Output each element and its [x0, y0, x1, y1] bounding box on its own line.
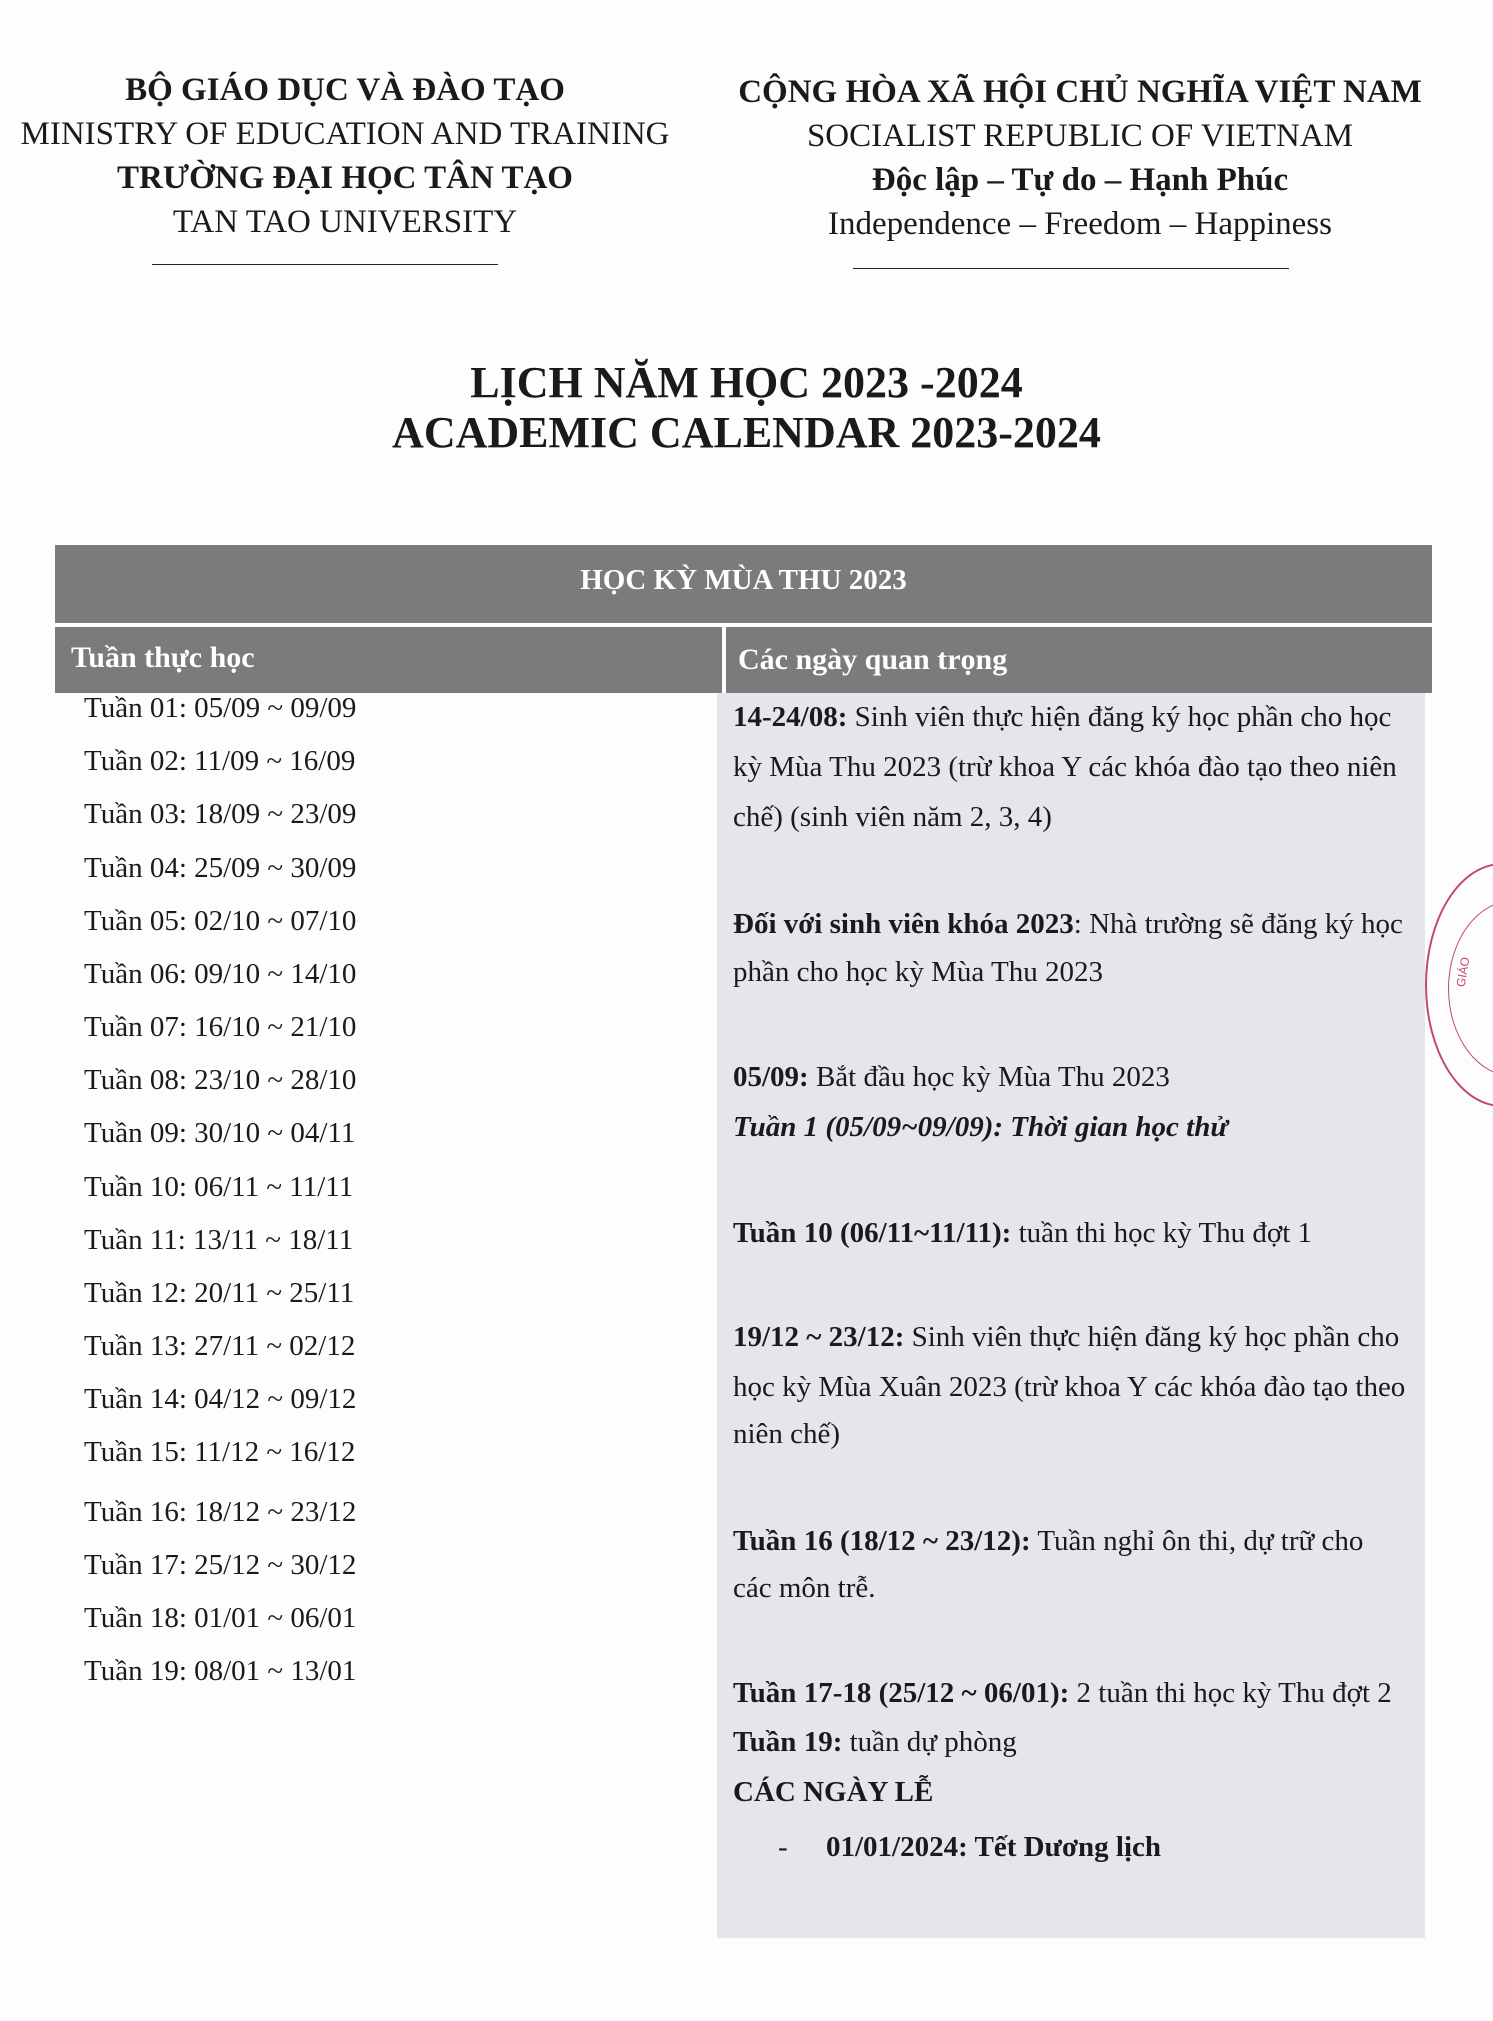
event-trial-week: Tuần 1 (05/09~09/09): Thời gian học thử — [733, 1111, 1228, 1143]
week-item: Tuần 17: 25/12 ~ 30/12 — [84, 1549, 357, 1581]
event-semester-start: 05/09: Bắt đầu học kỳ Mùa Thu 2023 — [733, 1061, 1170, 1093]
event-registration-spring: 19/12 ~ 23/12: Sinh viên thực hiện đăng ký học phần cho — [733, 1321, 1400, 1353]
column-header-dates: Các ngày quan trọng — [726, 627, 1432, 693]
motto-en: Independence – Freedom – Happiness — [827, 206, 1332, 242]
week-item: Tuần 14: 04/12 ~ 09/12 — [84, 1383, 357, 1415]
event-review-week: Tuần 16 (18/12 ~ 23/12): Tuần nghỉ ôn thi, dự trữ cho — [733, 1525, 1364, 1557]
week-item: Tuần 15: 11/12 ~ 16/12 — [84, 1436, 356, 1468]
week-item: Tuần 01: 05/09 ~ 09/09 — [84, 692, 357, 724]
stamp-text: GIÁO — [1453, 956, 1473, 988]
week-item: Tuần 16: 18/12 ~ 23/12 — [84, 1496, 357, 1528]
ministry-vi: BỘ GIÁO DỤC VÀ ĐÀO TẠO — [125, 72, 565, 108]
header-right-rule — [853, 268, 1289, 269]
event-registration-fall: 14-24/08: Sinh viên thực hiện đăng ký học phần cho học — [733, 701, 1392, 733]
week-item: Tuần 10: 06/11 ~ 11/11 — [84, 1171, 354, 1203]
week-item: Tuần 07: 16/10 ~ 21/10 — [84, 1011, 357, 1043]
event-exam-1: Tuần 10 (06/11~11/11): tuần thi học kỳ Thu đợt 1 — [733, 1217, 1313, 1249]
university-vi: TRƯỜNG ĐẠI HỌC TÂN TẠO — [117, 160, 573, 196]
event-line: học kỳ Mùa Xuân 2023 (trừ khoa Y các khóa đào tạo theo — [733, 1371, 1406, 1403]
header-right — [720, 70, 1440, 246]
week-item: Tuần 05: 02/10 ~ 07/10 — [84, 905, 357, 937]
page-title-en: ACADEMIC CALENDAR 2023-2024 — [392, 408, 1101, 457]
country-vi: CỘNG HÒA XÃ HỘI CHỦ NGHĨA VIỆT NAM — [738, 74, 1422, 110]
university-en: TAN TAO UNIVERSITY — [172, 204, 518, 240]
week-item: Tuần 04: 25/09 ~ 30/09 — [84, 852, 357, 884]
event-line: niên chế) — [733, 1418, 841, 1450]
event-exam-2: Tuần 17-18 (25/12 ~ 06/01): 2 tuần thi học kỳ Thu đợt 2 — [733, 1677, 1392, 1709]
week-item: Tuần 06: 09/10 ~ 14/10 — [84, 958, 357, 990]
column-header-weeks: Tuần thực học — [55, 627, 722, 693]
week-item: Tuần 03: 18/09 ~ 23/09 — [84, 798, 357, 830]
semester-header: HỌC KỲ MÙA THU 2023 — [55, 545, 1432, 623]
page-title-vi: LỊCH NĂM HỌC 2023 -2024 — [470, 358, 1023, 407]
holidays-title: CÁC NGÀY LỄ — [733, 1776, 934, 1808]
event-line: các môn trễ. — [733, 1572, 876, 1604]
event-freshmen: Đối với sinh viên khóa 2023: Nhà trường sẽ đăng ký học — [733, 908, 1403, 940]
week-item: Tuần 19: 08/01 ~ 13/01 — [84, 1655, 357, 1687]
event-line: phần cho học kỳ Mùa Thu 2023 — [733, 956, 1103, 988]
event-line: kỳ Mùa Thu 2023 (trừ khoa Y các khóa đào tạo theo niên — [733, 751, 1397, 783]
week-item: Tuần 18: 01/01 ~ 06/01 — [84, 1602, 357, 1634]
holiday-new-year: 01/01/2024: Tết Dương lịch — [826, 1831, 1162, 1863]
week-item: Tuần 11: 13/11 ~ 18/11 — [84, 1224, 354, 1256]
header-left — [0, 68, 690, 244]
week-item: Tuần 02: 11/09 ~ 16/09 — [84, 745, 356, 777]
week-item: Tuần 12: 20/11 ~ 25/11 — [84, 1277, 355, 1309]
motto-vi: Độc lập – Tự do – Hạnh Phúc — [871, 162, 1289, 198]
week-item: Tuần 08: 23/10 ~ 28/10 — [84, 1064, 357, 1096]
week-item: Tuần 13: 27/11 ~ 02/12 — [84, 1330, 356, 1362]
event-line: chế) (sinh viên năm 2, 3, 4) — [733, 801, 1052, 833]
ministry-en: MINISTRY OF EDUCATION AND TRAINING — [20, 116, 670, 152]
country-en: SOCIALIST REPUBLIC OF VIETNAM — [806, 118, 1354, 154]
holiday-bullet: - — [778, 1831, 788, 1863]
week-item: Tuần 09: 30/10 ~ 04/11 — [84, 1117, 356, 1149]
event-reserve-week: Tuần 19: tuần dự phòng — [733, 1726, 1017, 1758]
header-left-rule — [152, 264, 498, 265]
